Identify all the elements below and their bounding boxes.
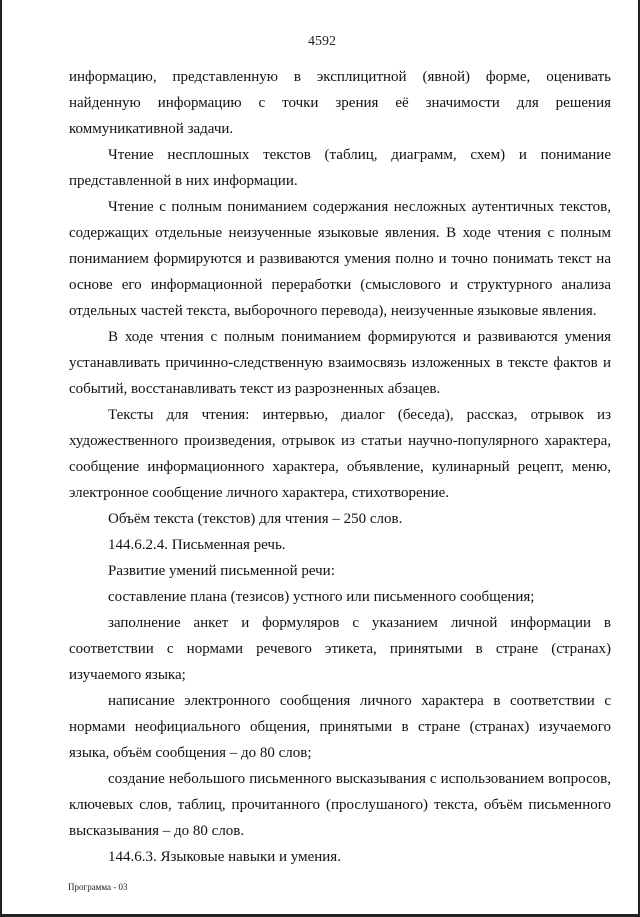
paragraph-10: заполнение анкет и формуляров с указанием личной информации в соответствии с нормами речевого этикета, принятыми в стране (странах) изучаемого языка; [69,615,611,683]
paragraph-12: создание небольшого письменного высказывания с использованием вопросов, ключевых слов, таблиц, прочитанного (прослушаного) текста, объём письменного высказывания – до 80 слов. [69,771,611,839]
paragraph-8: Развитие умений письменной речи: [108,563,335,579]
paragraph-3: Чтение с полным пониманием содержания несложных аутентичных текстов, содержащих отдельные неизученные языковые явления. В ходе чтения с полным пониманием формируются и развиваются умения полно и точно понимать текст на основе его информационной переработки (смыслового и структурного анализа отдельных частей текста, выборочного перевода), неизученные языковые явления. [69,199,611,319]
paragraph-6: Объём текста (текстов) для чтения – 250 слов. [108,511,403,527]
section-heading-writing: 144.6.2.4. Письменная речь. [108,537,286,553]
footer-label: Программа - 03 [68,882,128,892]
paragraph-5: Тексты для чтения: интервью, диалог (беседа), рассказ, отрывок из художественного произведения, отрывок из статьи научно-популярного характера, сообщение информационного характера, объявление, кулинарный рецепт, меню, электронное сообщение личного характера, стихотворение. [69,407,611,501]
paragraph-4: В ходе чтения с полным пониманием формируются и развиваются умения устанавливать причинно-следственную взаимосвязь изложенных в тексте фактов и событий, восстанавливать текст из разрозненных абзацев. [69,329,611,397]
paragraph-1: информацию, представленную в эксплицитной (явной) форме, оценивать найденную информацию с точки зрения её значимости для решения коммуникативной задачи. [69,69,611,137]
paragraph-2: Чтение несплошных текстов (таблиц, диаграмм, схем) и понимание представленной в них информации. [69,147,611,189]
section-heading-language-skills: 144.6.3. Языковые навыки и умения. [108,849,341,865]
paragraph-9: составление плана (тезисов) устного или письменного сообщения; [108,589,535,605]
page-number: 4592 [308,34,336,49]
paragraph-11: написание электронного сообщения личного характера в соответствии с нормами неофициального общения, принятыми в стране (странах) изучаемого языка, объём сообщения – до 80 слов; [69,693,611,761]
body-text [69,64,611,870]
